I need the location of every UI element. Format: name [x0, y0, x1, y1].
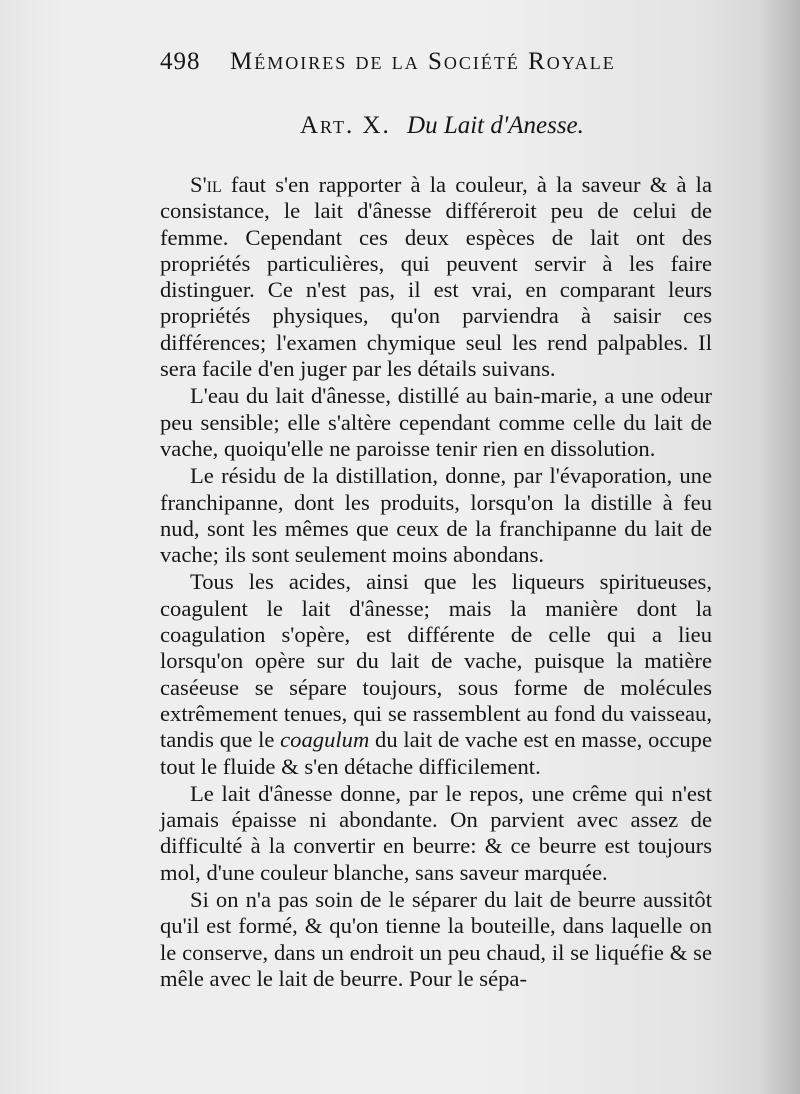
paragraph-6	[160, 887, 712, 992]
paragraph-lead: S'il	[190, 172, 222, 197]
paragraph-3	[160, 463, 712, 568]
running-title: Mémoires de la Société Royale	[230, 48, 616, 75]
paragraph-2	[160, 383, 712, 462]
paragraph-text: Le lait d'ânesse donne, par le repos, une crême qui n'est jamais épaisse ni abondante. On parvient avec assez de difficulté à la convertir en beurre: & ce beurre est toujours mol, d'une couleur blanche, sans saveur marquée.	[160, 780, 712, 885]
paragraph-text: Le résidu de la distillation, donne, par l'évaporation, une franchipanne, dont les produits, lorsqu'on la distille à feu nud, sont les mêmes que ceux de la franchipanne du lait de vache; ils sont seulement moins abondans.	[160, 463, 712, 568]
page-number: 498	[160, 48, 201, 75]
article-title: Du Lait d'Anesse.	[407, 112, 584, 139]
article-heading	[300, 112, 584, 140]
paragraph-1	[160, 172, 712, 382]
article-label: Art. X.	[300, 112, 391, 139]
article-body	[160, 172, 712, 993]
latin-term: coagulum	[280, 727, 370, 753]
paragraph-4	[160, 569, 712, 779]
paragraph-text: faut s'en rapporter à la couleur, à la saveur & à la consistance, le lait d'ânesse différeroit peu de celui de femme. Cependant ces deux espèces de lait ont des propriétés particulières, qui peuvent servir à les faire distinguer. Ce n'est pas, il est vrai, en comparant leurs propriétés physiques, qu'on parviendra à saisir ces différences; l'examen chymique seul les rend palpables. Il sera facile d'en juger par les détails suivans.	[160, 172, 712, 382]
paragraph-text: Tous les acides, ainsi que les liqueurs spiritueuses, coagulent le lait d'ânesse; mais la manière dont la coagulation s'opère, est différente de celle qui a lieu lorsqu'on opère sur du lait de vache, puisque la matière caséeuse se sépare toujours, sous forme de molécules extrêmement tenues, qui se rassemblent au fond du vaisseau, tandis que le	[160, 569, 712, 753]
paragraph-text: Si on n'a pas soin de le séparer du lait de beurre aussitôt qu'il est formé, & qu'on tienne la bouteille, dans laquelle on le conserve, dans un endroit un peu chaud, il se liquéfie & se mêle avec le lait de beurre. Pour le sépa-	[160, 887, 712, 991]
paragraph-text: L'eau du lait d'ânesse, distillé au bain-marie, a une odeur peu sensible; elle s'altère cependant comme celle du lait de vache, quoiqu'elle ne paroisse tenir rien en dissolution.	[160, 383, 712, 461]
running-head	[160, 48, 680, 88]
page-edge-shadow	[760, 0, 800, 1094]
paragraph-5	[160, 781, 712, 886]
paragraph-text: du lait de vache est en masse, occupe tout le fluide & s'en détache difficilement.	[160, 727, 712, 779]
